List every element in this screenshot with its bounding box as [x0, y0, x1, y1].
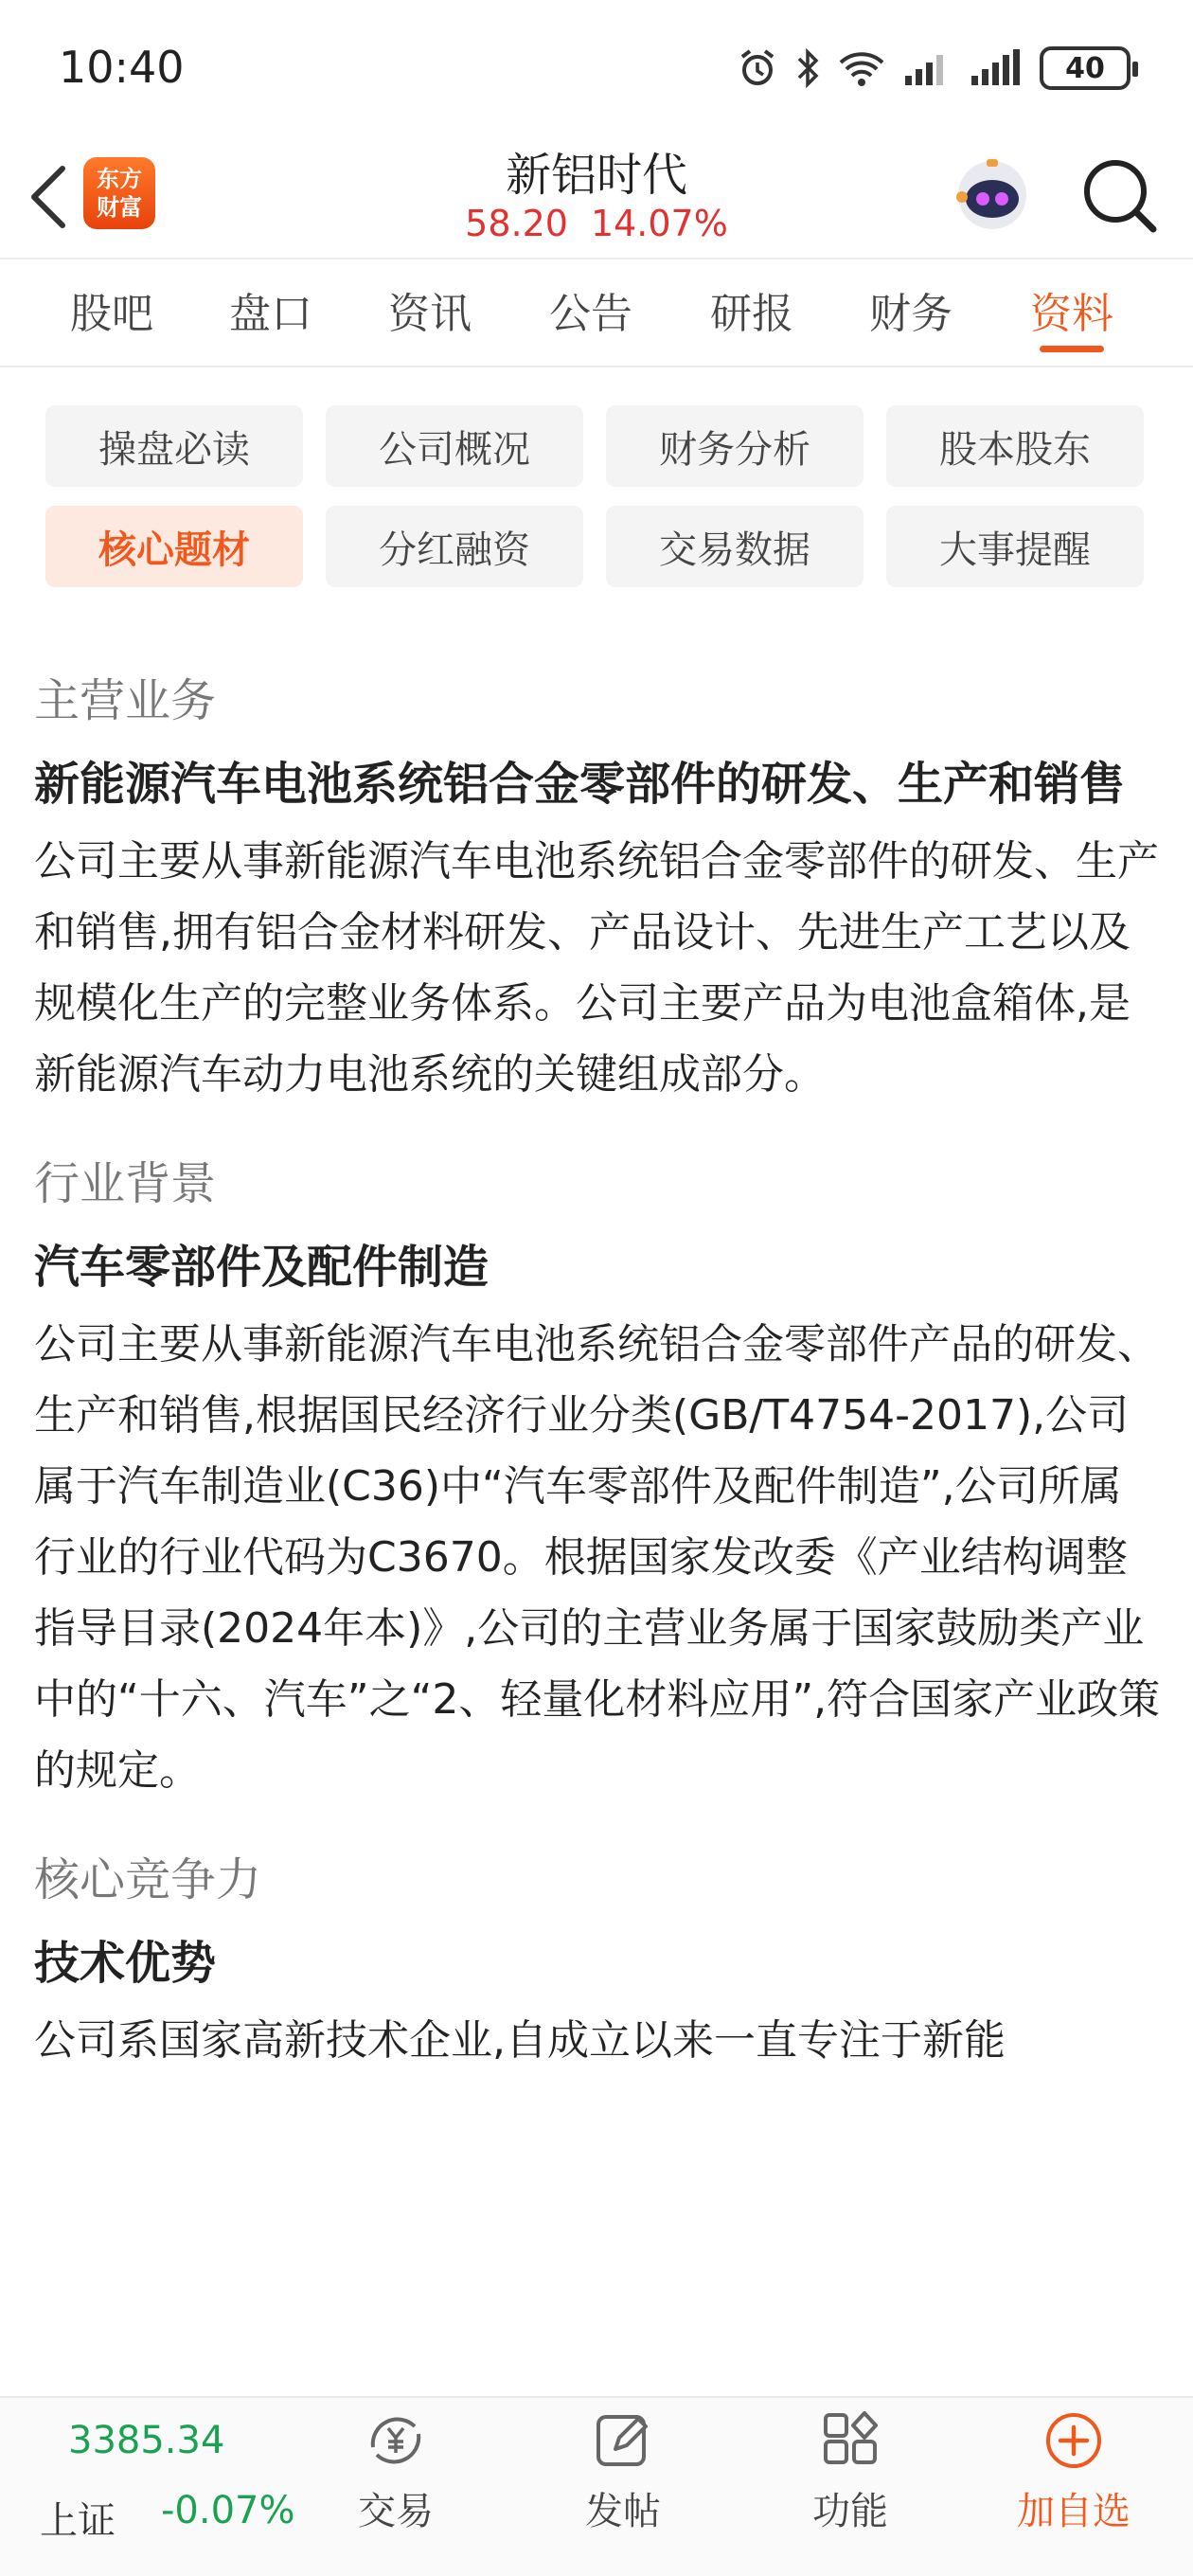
section-body-competitiveness: 公司系国家高新技术企业,自成立以来一直专注于新能 [34, 2016, 1006, 2065]
section-title-main-business: 新能源汽车电池系统铝合金零部件的研发、生产和销售 [34, 758, 1126, 811]
stock-change-pct: 14.07% [590, 203, 728, 244]
ai-assistant-robot-icon[interactable] [949, 150, 1036, 237]
section-title-industry: 汽车零部件及配件制造 [34, 1241, 490, 1294]
core-themes-content [34, 663, 1161, 2076]
profile-subnav [45, 405, 1148, 587]
tab-research[interactable]: 研报 [710, 290, 793, 338]
nav-post-label: 发帖 [585, 2490, 661, 2533]
alarm-icon [737, 47, 778, 89]
chip-core-themes[interactable]: 核心题材 [45, 506, 303, 587]
stock-header [0, 133, 1193, 259]
chip-company-overview[interactable]: 公司概况 [326, 405, 583, 487]
section-label-main-business: 主营业务 [34, 674, 217, 727]
status-icons [737, 42, 1131, 95]
tab-profile[interactable]: 资料 [1030, 261, 1113, 367]
section-title-competitiveness: 技术优势 [34, 1937, 217, 1990]
index-name[interactable]: 上证 [40, 2499, 116, 2543]
stock-name: 新铝时代 [505, 149, 687, 202]
logo-text-1: 东方 [97, 166, 142, 192]
section-label-competitiveness: 核心竞争力 [34, 1853, 262, 1906]
nav-add-watchlist-label: 加自选 [1017, 2490, 1131, 2533]
chip-events[interactable]: 大事提醒 [886, 506, 1144, 587]
nav-functions-label: 功能 [812, 2490, 888, 2533]
wifi-icon [837, 47, 886, 89]
stock-price: 58.20 [465, 203, 568, 244]
index-value[interactable]: 3385.34 [68, 2419, 225, 2462]
bluetooth-icon [795, 47, 820, 89]
status-time: 10:40 [59, 42, 185, 93]
status-bar [0, 0, 1193, 133]
signal-icon [903, 47, 953, 89]
add-circle-icon [1040, 2411, 1108, 2470]
edit-post-icon [589, 2411, 657, 2470]
chip-trading-essentials[interactable]: 操盘必读 [45, 405, 303, 487]
battery-level: 40 [1065, 51, 1105, 85]
search-icon[interactable] [1079, 155, 1159, 235]
nav-functions[interactable] [775, 2411, 926, 2535]
tab-finance[interactable]: 财务 [869, 290, 953, 338]
section-body-main-business: 公司主要从事新能源汽车电池系统铝合金零部件的研发、生产和销售,拥有铝合金材料研发、产品设计、先进生产工艺以及规模化生产的完整业务体系。公司主要产品为电池盒箱体,是新能源汽车动力电池系统的关键组成部分。 [34, 837, 1159, 1099]
yuan-exchange-icon [362, 2411, 430, 2470]
signal-icon-2 [970, 47, 1023, 89]
grid-apps-icon [816, 2411, 884, 2470]
stock-tabs [0, 261, 1193, 367]
section-label-industry: 行业背景 [34, 1157, 217, 1210]
battery-indicator [1040, 46, 1131, 90]
nav-trade[interactable] [320, 2411, 472, 2535]
bottom-bar [0, 2396, 1193, 2576]
chip-financial-analysis[interactable]: 财务分析 [606, 405, 864, 487]
chip-trading-data[interactable]: 交易数据 [606, 506, 864, 587]
tab-guba[interactable]: 股吧 [70, 290, 153, 338]
nav-add-watchlist[interactable] [998, 2411, 1149, 2535]
tab-announcements[interactable]: 公告 [549, 290, 632, 338]
index-change[interactable]: -0.07% [161, 2489, 295, 2532]
logo-text-2: 财富 [97, 194, 142, 221]
section-body-industry: 公司主要从事新能源汽车电池系统铝合金零部件产品的研发、生产和销售,根据国民经济行业分类(GB/T4754-2017),公司属于汽车制造业(C36)中“汽车零部件及配件制造”,公司所属行业的行业代码为C3670。根据国家发改委《产业结构调整指导目录(2024年本)》,公司的主营业务属于国家鼓励类产业中的“十六、汽车”之“2、轻量化材料应用”,符合国家产业政策的规定。 [34, 1320, 1161, 1795]
nav-post[interactable] [547, 2411, 699, 2535]
nav-trade-label: 交易 [358, 2490, 434, 2533]
chip-dividends-financing[interactable]: 分红融资 [326, 506, 583, 587]
tab-news[interactable]: 资讯 [388, 290, 472, 338]
chip-shareholders[interactable]: 股本股东 [886, 405, 1144, 487]
tab-pankou[interactable]: 盘口 [229, 290, 312, 338]
